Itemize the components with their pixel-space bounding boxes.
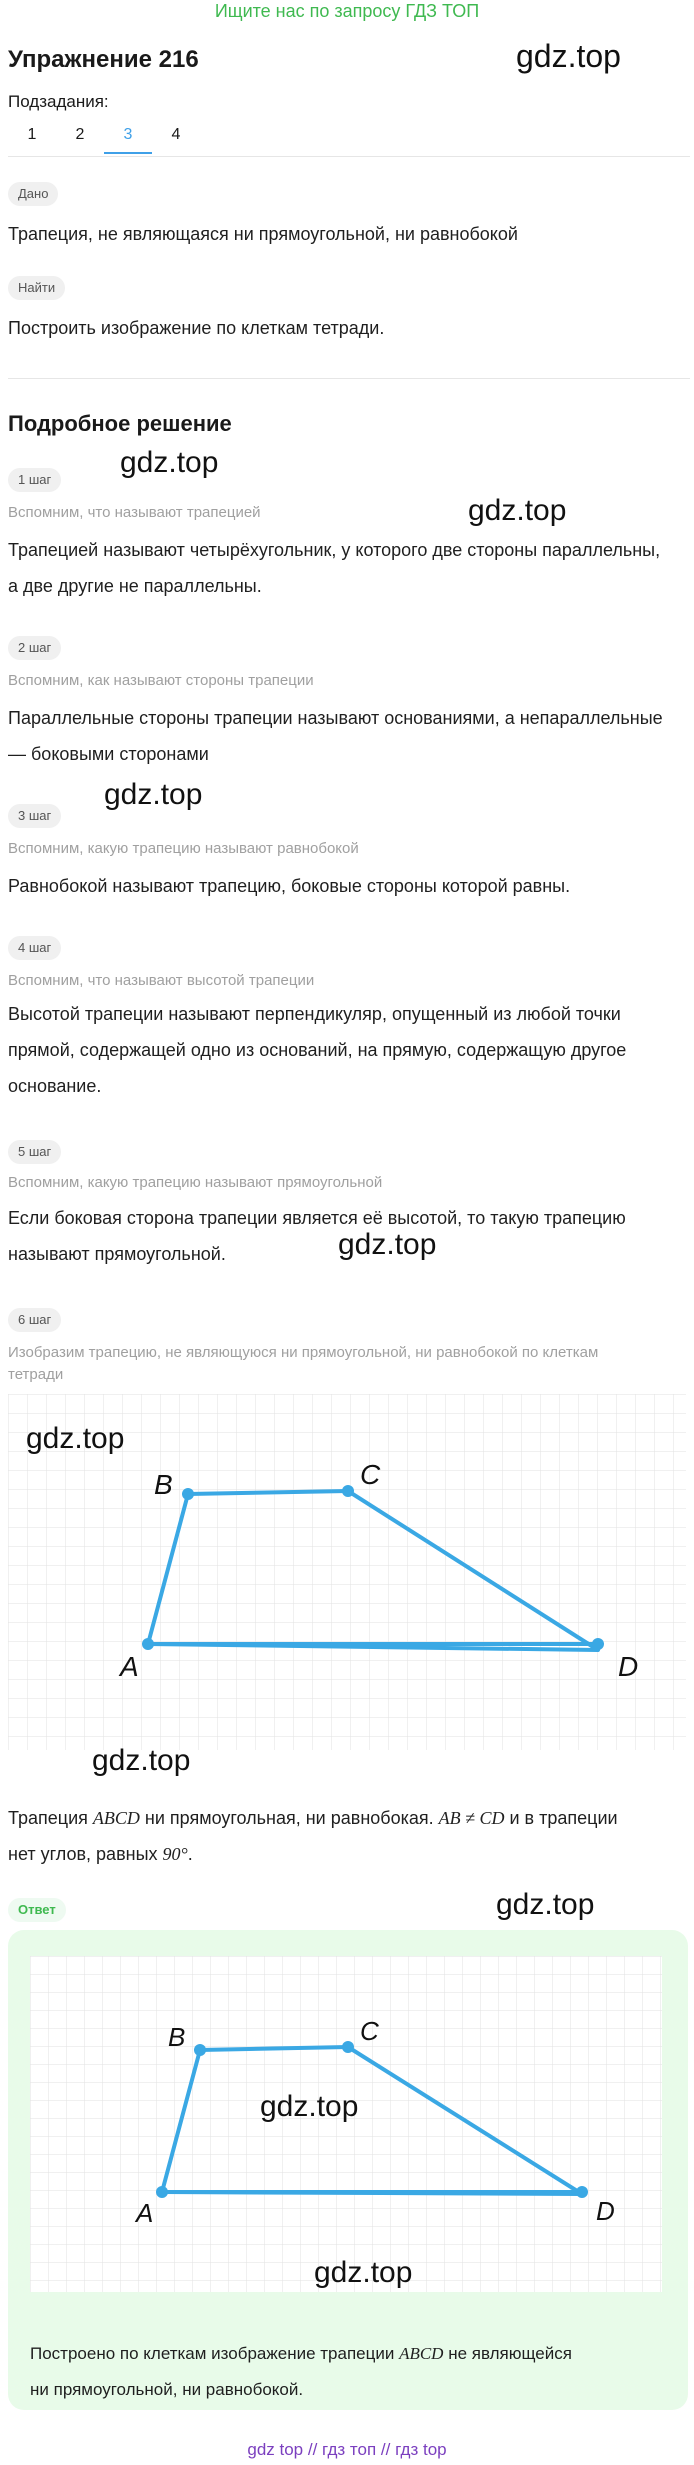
watermark: gdz.top bbox=[314, 2256, 413, 2289]
step-text bbox=[8, 868, 688, 904]
conclusion-text bbox=[8, 1800, 688, 1872]
step-hint: Вспомним, как называют стороны трапеции bbox=[8, 672, 314, 689]
watermark: gdz.top bbox=[92, 1744, 191, 1777]
vertex-a bbox=[142, 1638, 154, 1650]
top-banner[interactable]: Ищите нас по запросу ГДЗ ТОП bbox=[214, 1, 480, 21]
text: . bbox=[187, 1844, 193, 1864]
step-hint: Вспомним, какую трапецию называют равнобокой bbox=[8, 840, 359, 857]
given-chip: Дано bbox=[8, 182, 58, 206]
tab-2[interactable]: 2 bbox=[75, 126, 85, 143]
subtasks-label: Подзадания: bbox=[8, 92, 109, 111]
label-c: C bbox=[360, 1459, 381, 1490]
text-line: основание. bbox=[8, 1076, 102, 1096]
answer-text bbox=[30, 2336, 670, 2408]
vertex-b bbox=[194, 2044, 206, 2056]
text-line: Изобразим трапецию, не являющуюся ни прямоугольной, ни равнобокой по клеткам bbox=[8, 1344, 599, 1361]
step-chip: 2 шаг bbox=[8, 636, 61, 660]
footer-link[interactable]: гдз top bbox=[395, 2440, 447, 2459]
label-b: B bbox=[168, 2022, 186, 2052]
step-hint bbox=[8, 1342, 688, 1386]
text-line: Равнобокой называют трапецию, боковые стороны которой равны. bbox=[8, 876, 571, 896]
math-angle: 90° bbox=[162, 1844, 188, 1864]
footer-links bbox=[0, 2440, 694, 2460]
tab-4[interactable]: 4 bbox=[171, 126, 181, 143]
divider bbox=[8, 378, 690, 379]
vertex-c bbox=[342, 1485, 354, 1497]
answer-trapezoid-figure bbox=[30, 1956, 662, 2292]
text-line: а две другие не параллельны. bbox=[8, 576, 262, 596]
footer-link[interactable]: гдз топ bbox=[322, 2440, 377, 2459]
text: и в трапеции bbox=[504, 1808, 618, 1828]
watermark: gdz.top bbox=[104, 778, 203, 811]
text: Построено по клеткам изображение трапеции bbox=[30, 2344, 400, 2363]
text: нет углов, равных bbox=[8, 1844, 163, 1864]
label-c: C bbox=[360, 2016, 379, 2046]
step-hint: Вспомним, какую трапецию называют прямоугольной bbox=[8, 1174, 383, 1191]
vertex-b bbox=[182, 1488, 194, 1500]
label-a: A bbox=[120, 1651, 139, 1682]
step-text bbox=[8, 996, 688, 1104]
math-abcd: ABCD bbox=[399, 2344, 444, 2363]
text-line: называют прямоугольной. bbox=[8, 1244, 226, 1264]
text-line: ни прямоугольной, ни равнобокой. bbox=[30, 2380, 304, 2399]
watermark: gdz.top bbox=[496, 1888, 595, 1921]
vertex-d bbox=[576, 2186, 588, 2198]
math-inequality: AB ≠ CD bbox=[438, 1808, 505, 1828]
step-hint: Вспомним, что называют высотой трапеции bbox=[8, 972, 315, 989]
text-line: Параллельные стороны трапеции называют основаниями, а непараллельные bbox=[8, 708, 663, 728]
watermark: gdz.top bbox=[338, 1228, 437, 1261]
text: ни прямоугольная, ни равнобокая. bbox=[139, 1808, 439, 1828]
step-text bbox=[8, 700, 688, 772]
vertex-a bbox=[156, 2186, 168, 2198]
footer-link[interactable]: gdz top bbox=[247, 2440, 304, 2459]
watermark: gdz.top bbox=[120, 446, 219, 479]
text: Трапеция bbox=[8, 1808, 93, 1828]
step-chip: 4 шаг bbox=[8, 936, 61, 960]
step-chip: 1 шаг bbox=[8, 468, 61, 492]
vertex-c bbox=[342, 2041, 354, 2053]
text-line: Трапецией называют четырёхугольник, у которого две стороны параллельны, bbox=[8, 540, 661, 560]
text-line: тетради bbox=[8, 1366, 64, 1383]
math-abcd: ABCD bbox=[92, 1808, 140, 1828]
watermark: gdz.top bbox=[26, 1422, 125, 1455]
grid-paper bbox=[30, 1956, 662, 2292]
watermark: gdz.top bbox=[260, 2090, 359, 2123]
find-text: Построить изображение по клеткам тетради. bbox=[8, 318, 385, 338]
solution-title: Подробное решение bbox=[8, 411, 232, 436]
tab-1[interactable]: 1 bbox=[27, 126, 37, 143]
find-chip: Найти bbox=[8, 276, 65, 300]
text: не являющейся bbox=[443, 2344, 572, 2363]
watermark: gdz.top bbox=[468, 494, 567, 527]
text-line bbox=[8, 1836, 688, 1872]
watermark: gdz.top bbox=[516, 38, 621, 74]
tab-3[interactable]: 3 bbox=[104, 118, 152, 154]
step-hint: Вспомним, что называют трапецией bbox=[8, 504, 261, 521]
given-text: Трапеция, не являющаяся ни прямоугольной, ни равнобокой bbox=[8, 224, 518, 244]
footer-separator: // bbox=[380, 2440, 391, 2459]
step-chip: 3 шаг bbox=[8, 804, 61, 828]
step-chip: 5 шаг bbox=[8, 1140, 61, 1164]
label-b: B bbox=[154, 1469, 173, 1500]
trapezoid-figure bbox=[8, 1394, 686, 1750]
divider bbox=[8, 156, 690, 157]
text-line: Высотой трапеции называют перпендикуляр, опущенный из любой точки bbox=[8, 1004, 621, 1024]
text-line: — боковыми сторонами bbox=[8, 744, 209, 764]
step-text bbox=[8, 532, 688, 604]
step-chip: 6 шаг bbox=[8, 1308, 61, 1332]
answer-chip: Ответ bbox=[8, 1898, 66, 1922]
footer-separator: // bbox=[307, 2440, 318, 2459]
text-line: Если боковая сторона трапеции является её высотой, то такую трапецию bbox=[8, 1208, 626, 1228]
text-line bbox=[8, 1800, 688, 1836]
vertex-d bbox=[592, 1638, 604, 1650]
label-d: D bbox=[618, 1651, 639, 1682]
text-line: прямой, содержащей одно из оснований, на прямую, содержащую другое bbox=[8, 1040, 627, 1060]
page-title: Упражнение 216 bbox=[8, 46, 199, 73]
label-a: A bbox=[136, 2198, 154, 2228]
label-d: D bbox=[596, 2196, 615, 2226]
text-line bbox=[30, 2336, 670, 2372]
subtask-tabs bbox=[8, 118, 200, 154]
